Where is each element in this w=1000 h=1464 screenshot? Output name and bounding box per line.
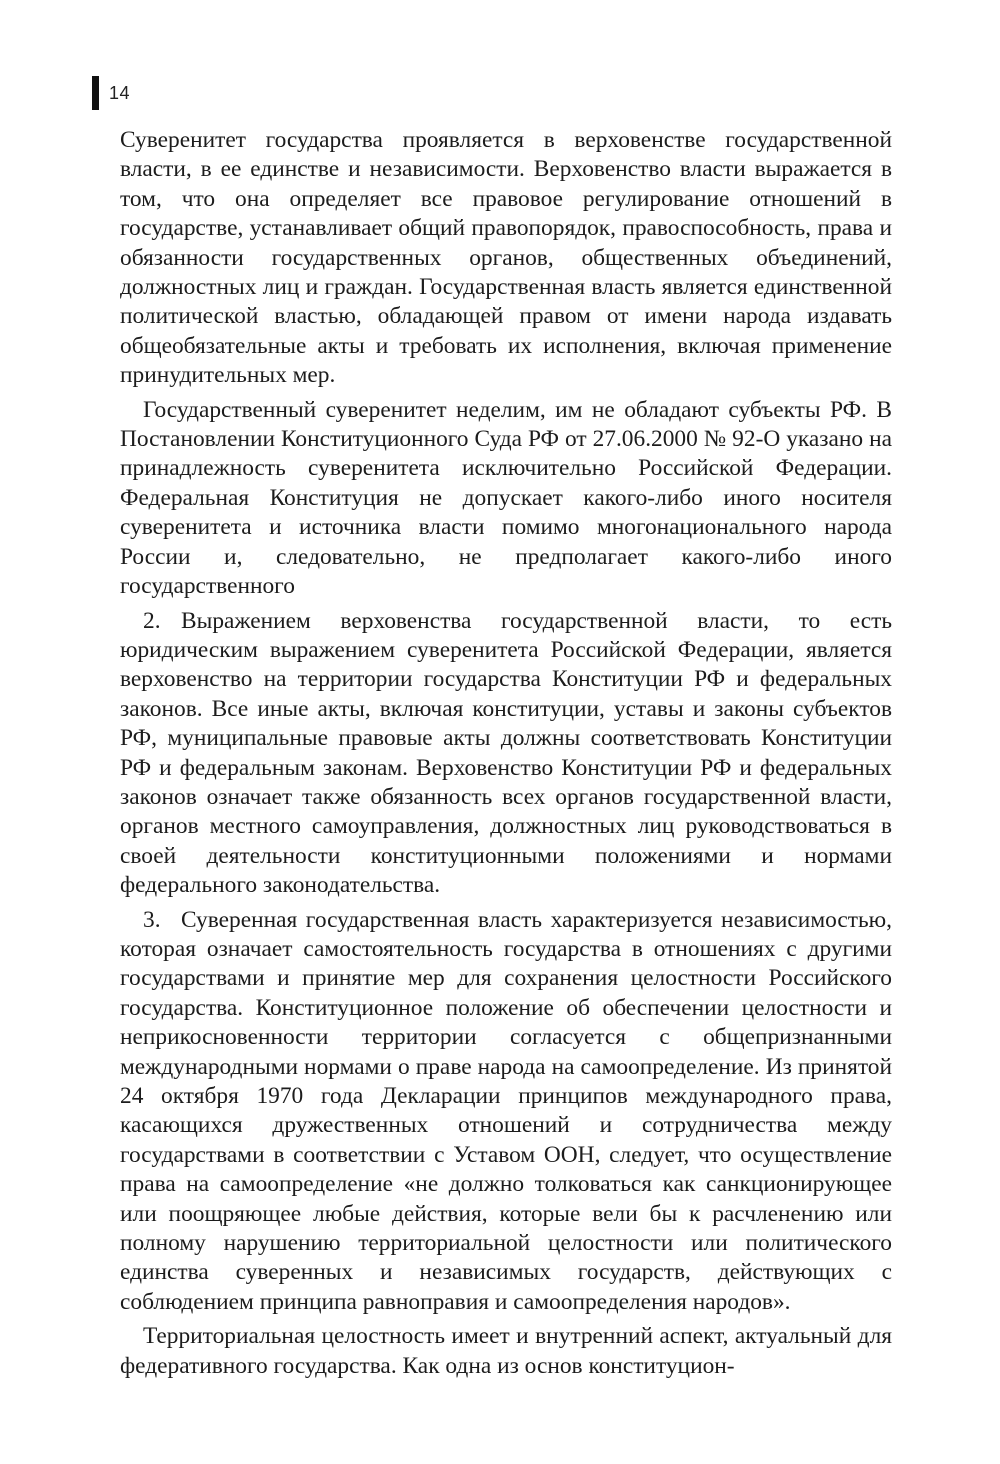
body-text xyxy=(120,126,892,1386)
item-number: 3. xyxy=(143,906,161,933)
page-header xyxy=(92,76,130,110)
paragraph-item-3 xyxy=(120,906,892,1318)
paragraph-item-2 xyxy=(120,607,892,901)
header-marker-bar xyxy=(92,76,99,110)
paragraph-indivisible-sovereignty: Государственный суверенитет неделим, им не обладают субъекты РФ. В Постановлении Конституционного Суда РФ от 27.06.2000 № 92-О указано на принадлежность суверенитета исключительно Российской Федерации. Федеральная Конституция не допускает какого-либо иного носителя суверенитета и источника власти помимо многонационального народа России и, следовательно, не предполагает какого-либо иного государственного xyxy=(120,396,892,600)
item-number: 2. xyxy=(143,607,161,634)
item-3-text: Суверенная государственная власть характеризуется независимостью, которая означает самостоятельность государства в отношениях с другими государствами и принятие мер для сохранения целостности Российского государства. Конституционное положение об обеспечении целостности и неприкосновенности территории согласуется с общепризнанными международными нормами о праве народа на самоопределение. Из принятой 24 октября 1970 года Декларации принципов международного права, касающихся дружественных отношений и сотрудничества между государствами в соответствии с Уставом ООН, следует, что осуществление права на самоопределение «не должно толковаться как санкционирующее или поощряющее любые действия, которые вели бы к расчленению или полному нарушению территориальной целостности или политического единства суверенных и независимых государств, действующих с соблюдением принципа равноправия и самоопределения народов». xyxy=(120,906,892,1315)
item-2-text: Выражением верховенства государственной власти, то есть юридическим выражением суверенитета Российской Федерации, является верховенство на территории государства Конституции РФ и федеральных законов. Все иные акты, включая конституции, уставы и законы субъектов РФ, муниципальные правовые акты должны соответствовать Конституции РФ и федеральным законам. Верховенство Конституции РФ и федеральных законов означает также обязанность всех органов государственной власти, органов местного самоуправления, должностных лиц руководствоваться в своей деятельности конституционными положениями и нормами федерального законодательства. xyxy=(120,607,892,899)
paragraph-sovereignty: Суверенитет государства проявляется в верховенстве государственной власти, в ее единстве и независимости. Верховенство власти выражается в том, что она определяет все правовое регулирование отношений в государстве, устанавливает общий правопорядок, правоспособность, права и обязанности государственных органов, общественных объединений, должностных лиц и граждан. Государственная власть является единственной политической властью, обладающей правом от имени народа издавать общеобязательные акты и требовать их исполнения, включая применение принудительных мер. xyxy=(120,127,892,389)
page-number: 14 xyxy=(109,82,131,103)
paragraph-territorial-integrity: Территориальная целостность имеет и внутренний аспект, актуальный для федеративного государства. Как одна из основ конституцион- xyxy=(120,1323,892,1379)
